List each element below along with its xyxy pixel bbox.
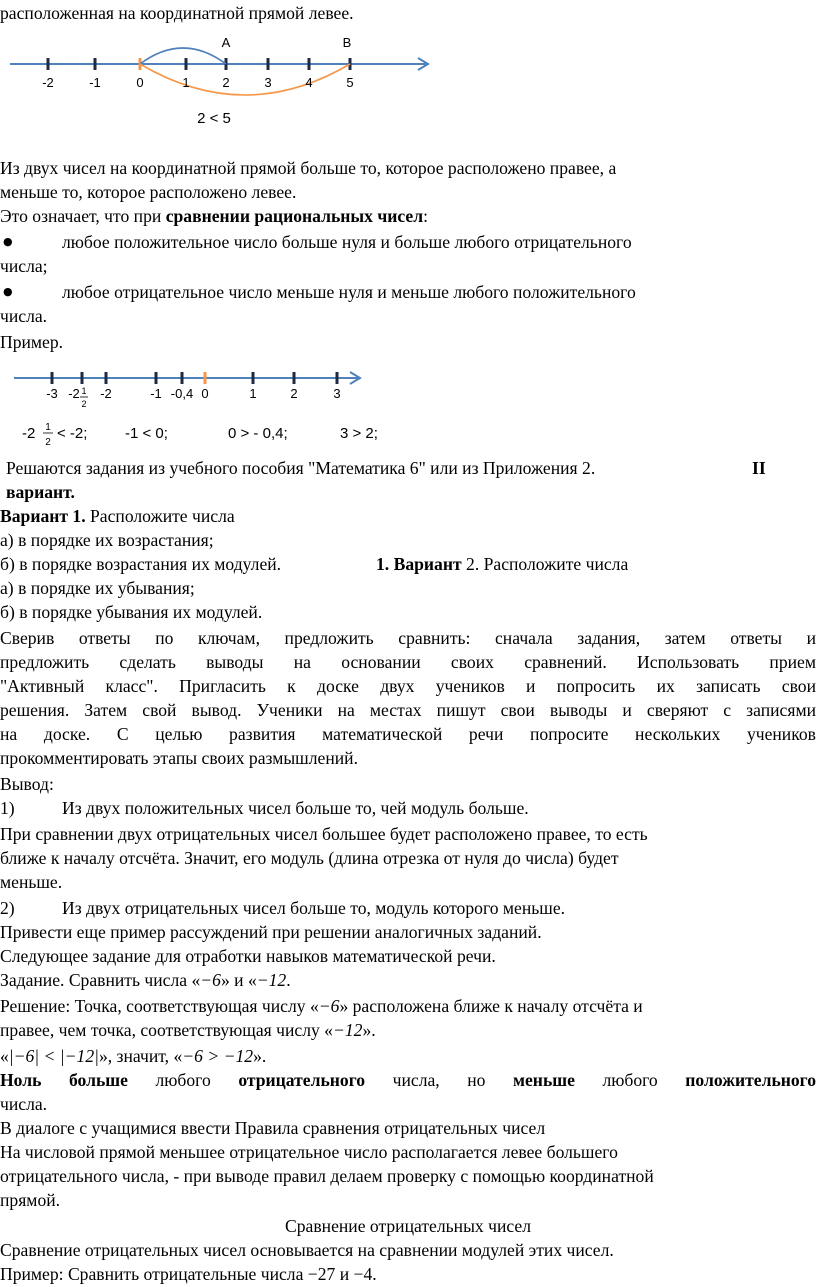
- bullet-item: [0, 280, 816, 304]
- conclusion-paragraph-line: ближе к началу отсчёта. Значит, его модуль (длина отрезка от нуля до числа) будет: [0, 848, 619, 868]
- zero-rule-text: числа, но: [365, 1070, 514, 1090]
- tick-label: -2: [42, 75, 54, 90]
- zero-rule-text: любого: [574, 1070, 686, 1090]
- numline-rule-line: прямой.: [0, 1190, 61, 1210]
- conclusion-paragraph-line: При сравнении двух отрицательных чисел большее будет расположено правее, то есть: [0, 824, 648, 844]
- check-paragraph-line: Сверив ответы по ключам, предложить сравнить: сначала задания, затем ответы и: [0, 628, 816, 648]
- numline-rule-line: отрицательного числа, - при выводе правил делаем проверку с помощью координатной: [0, 1166, 654, 1186]
- tasks-line-1: [0, 456, 816, 480]
- zero-rule-bold: меньше: [513, 1070, 575, 1090]
- task-line: [0, 968, 816, 992]
- point-b-label: B: [342, 35, 352, 50]
- bullet-text: любое отрицательное число меньше нуля и меньше любого положительного: [62, 282, 636, 302]
- numline-rule-line: На числовой прямой меньшее отрицательное число располагается левее большего: [0, 1142, 618, 1162]
- variant-2-a: а) в порядке их убывания;: [0, 578, 195, 598]
- variant-1-b-line: [0, 552, 816, 576]
- tasks-variant-roman: II: [752, 458, 766, 478]
- means-pre: Это означает, что при: [0, 206, 166, 226]
- check-paragraph-line: предложить сделать выводы на основании своих сравнений. Использовать прием: [0, 652, 816, 672]
- check-paragraph-line: прокомментировать этапы своих размышлений.: [0, 748, 358, 768]
- tick-label: -1: [89, 75, 101, 90]
- check-paragraph-line: "Активный класс". Пригласить к доске двух учеников и попросить их записать свои: [0, 676, 816, 696]
- means-line: [0, 204, 816, 228]
- list-number: 1): [0, 798, 15, 818]
- comparison-1-numerator: 1: [45, 422, 51, 433]
- comparison-1-rest: < -2;: [57, 425, 88, 442]
- variant-2-label: 1. Вариант: [376, 554, 462, 574]
- variant-1-text: Расположите числа: [85, 506, 235, 526]
- conclusion-label: Вывод:: [0, 774, 54, 794]
- tasks-text: Решаются задания из учебного пособия "Математика 6" или из Приложения 2.: [6, 458, 596, 478]
- tick-label: 4: [305, 75, 313, 90]
- tick-label: 2: [222, 75, 230, 90]
- comparison-4: 3 > 2;: [340, 425, 378, 442]
- tick-label: -2: [100, 386, 112, 401]
- tick-label: 5: [346, 75, 354, 90]
- zero-rule-bold: отрицательного: [238, 1070, 366, 1090]
- tick-label: -0,4: [170, 386, 194, 401]
- section-title: Сравнение отрицательных чисел: [285, 1216, 531, 1236]
- zero-rule-text: любого: [127, 1070, 239, 1090]
- point-a-label: A: [221, 35, 231, 50]
- tick-label: 3: [264, 75, 272, 90]
- solution-text: ».: [253, 1046, 267, 1066]
- variant-2-text: 2. Расположите числа: [461, 554, 629, 574]
- solution-line-2: [0, 1018, 816, 1042]
- check-paragraph-line: на доске. С целью развития математической речи попросите нескольких учеников: [0, 724, 816, 744]
- arc-to-point-b: [140, 64, 350, 95]
- tick-label: 0: [136, 75, 144, 90]
- comparison-1-whole: -2: [22, 425, 36, 442]
- solution-text: Решение: Точка, соответствующая числу «: [0, 996, 319, 1016]
- fraction-numerator: 1: [81, 386, 87, 396]
- tick-label: 1: [249, 386, 257, 401]
- number-line-figure-1: [0, 30, 440, 130]
- zero-rule-line-2: числа.: [0, 1094, 48, 1114]
- solution-number: −12: [332, 1020, 363, 1040]
- tick-label: 0: [201, 386, 209, 401]
- rule-line-1: Из двух чисел на координатной прямой больше то, которое расположено правее, а: [0, 158, 617, 178]
- tasks-variant-word: вариант.: [6, 482, 75, 502]
- example-label: Пример.: [0, 332, 64, 352]
- bullet-text: любое положительное число больше нуля и больше любого отрицательного: [62, 232, 632, 252]
- list-text: Из двух положительных чисел больше то, чей модуль больше.: [62, 798, 529, 818]
- variant-2-heading: [376, 552, 628, 576]
- number-line-tick-labels: [46, 386, 340, 401]
- variant-1-label: Вариант 1.: [0, 506, 86, 526]
- solution-line-1: [0, 994, 816, 1018]
- variant-2-b: б) в порядке убывания их модулей.: [0, 602, 263, 622]
- bullet-dot-icon: ●: [3, 285, 13, 298]
- zero-rule-bold: Ноль больше: [0, 1070, 128, 1090]
- task-number-b: −12: [256, 970, 287, 990]
- bullet-item: [0, 230, 816, 254]
- bullet-continuation: числа;: [0, 256, 48, 276]
- text-line: расположенная на координатной прямой левее.: [0, 3, 354, 23]
- solution-text: », значит, «: [98, 1046, 183, 1066]
- task-text: Задание. Сравнить числа «: [0, 970, 201, 990]
- solution-text: правее, чем точка, соответствующая числу «: [0, 1020, 333, 1040]
- task-text: » и «: [220, 970, 257, 990]
- more-examples-line: Привести еще пример рассуждений при решении аналогичных заданий.: [0, 922, 542, 942]
- arc-to-point-a: [140, 48, 226, 64]
- solution-math: −6 > −12: [182, 1046, 254, 1066]
- tick-label: -3: [46, 386, 58, 401]
- solution-text: «: [0, 1046, 9, 1066]
- solution-math: |−6| < |−12|: [8, 1046, 99, 1066]
- solution-number: −6: [318, 996, 340, 1016]
- tick-label: -1: [150, 386, 162, 401]
- tasks-line-2: [0, 480, 816, 504]
- number-line-tick-labels: [42, 75, 353, 90]
- tick-label: 3: [333, 386, 341, 401]
- solution-text: » расположена ближе к началу отсчёта и: [339, 996, 643, 1016]
- conclusion-item-2: [0, 896, 816, 920]
- rule-line-2: меньше то, которое расположено левее.: [0, 182, 297, 202]
- zero-rule-bold: положительного: [685, 1070, 816, 1090]
- task-number-a: −6: [200, 970, 221, 990]
- task-text: .: [286, 970, 291, 990]
- conclusion-item-1: [0, 796, 816, 820]
- variant-1-line: [0, 504, 816, 528]
- next-task-line: Следующее задание для отработки навыков математической речи.: [0, 946, 496, 966]
- list-text: Из двух отрицательных чисел больше то, модуль которого меньше.: [62, 898, 566, 918]
- tick-label: -2: [68, 386, 80, 401]
- means-post: :: [423, 206, 428, 226]
- comparison-3: 0 > - 0,4;: [228, 425, 288, 442]
- number-line-figure-2: [0, 358, 420, 452]
- tick-label: 1: [182, 75, 190, 90]
- last-line-1: Сравнение отрицательных чисел основывается на сравнении модулей этих чисел.: [0, 1240, 614, 1260]
- check-paragraph-line: решения. Затем свой вывод. Ученики на местах пишут свои выводы и сверяют с записями: [0, 700, 816, 720]
- bullet-continuation: числа.: [0, 306, 48, 326]
- list-number: 2): [0, 898, 15, 918]
- dialog-line: В диалоге с учащимися ввести Правила сравнения отрицательных чисел: [0, 1118, 546, 1138]
- bullet-dot-icon: ●: [3, 235, 13, 248]
- conclusion-paragraph-line: меньше.: [0, 872, 63, 892]
- figure-caption: 2 < 5: [197, 110, 231, 127]
- fraction-denominator: 2: [81, 399, 87, 409]
- variant-1-a: а) в порядке их возрастания;: [0, 530, 214, 550]
- solution-line-3: [0, 1044, 816, 1068]
- means-bold: сравнении рациональных чисел: [165, 206, 424, 226]
- tick-label: 2: [290, 386, 298, 401]
- solution-text: ».: [362, 1020, 376, 1040]
- zero-rule-line-1: [0, 1068, 816, 1092]
- comparison-1-denominator: 2: [45, 437, 51, 448]
- comparison-2: -1 < 0;: [125, 425, 168, 442]
- last-line-2: Пример: Сравнить отрицательные числа −27 и −4.: [0, 1264, 377, 1284]
- variant-1-b: б) в порядке возрастания их модулей.: [0, 554, 282, 574]
